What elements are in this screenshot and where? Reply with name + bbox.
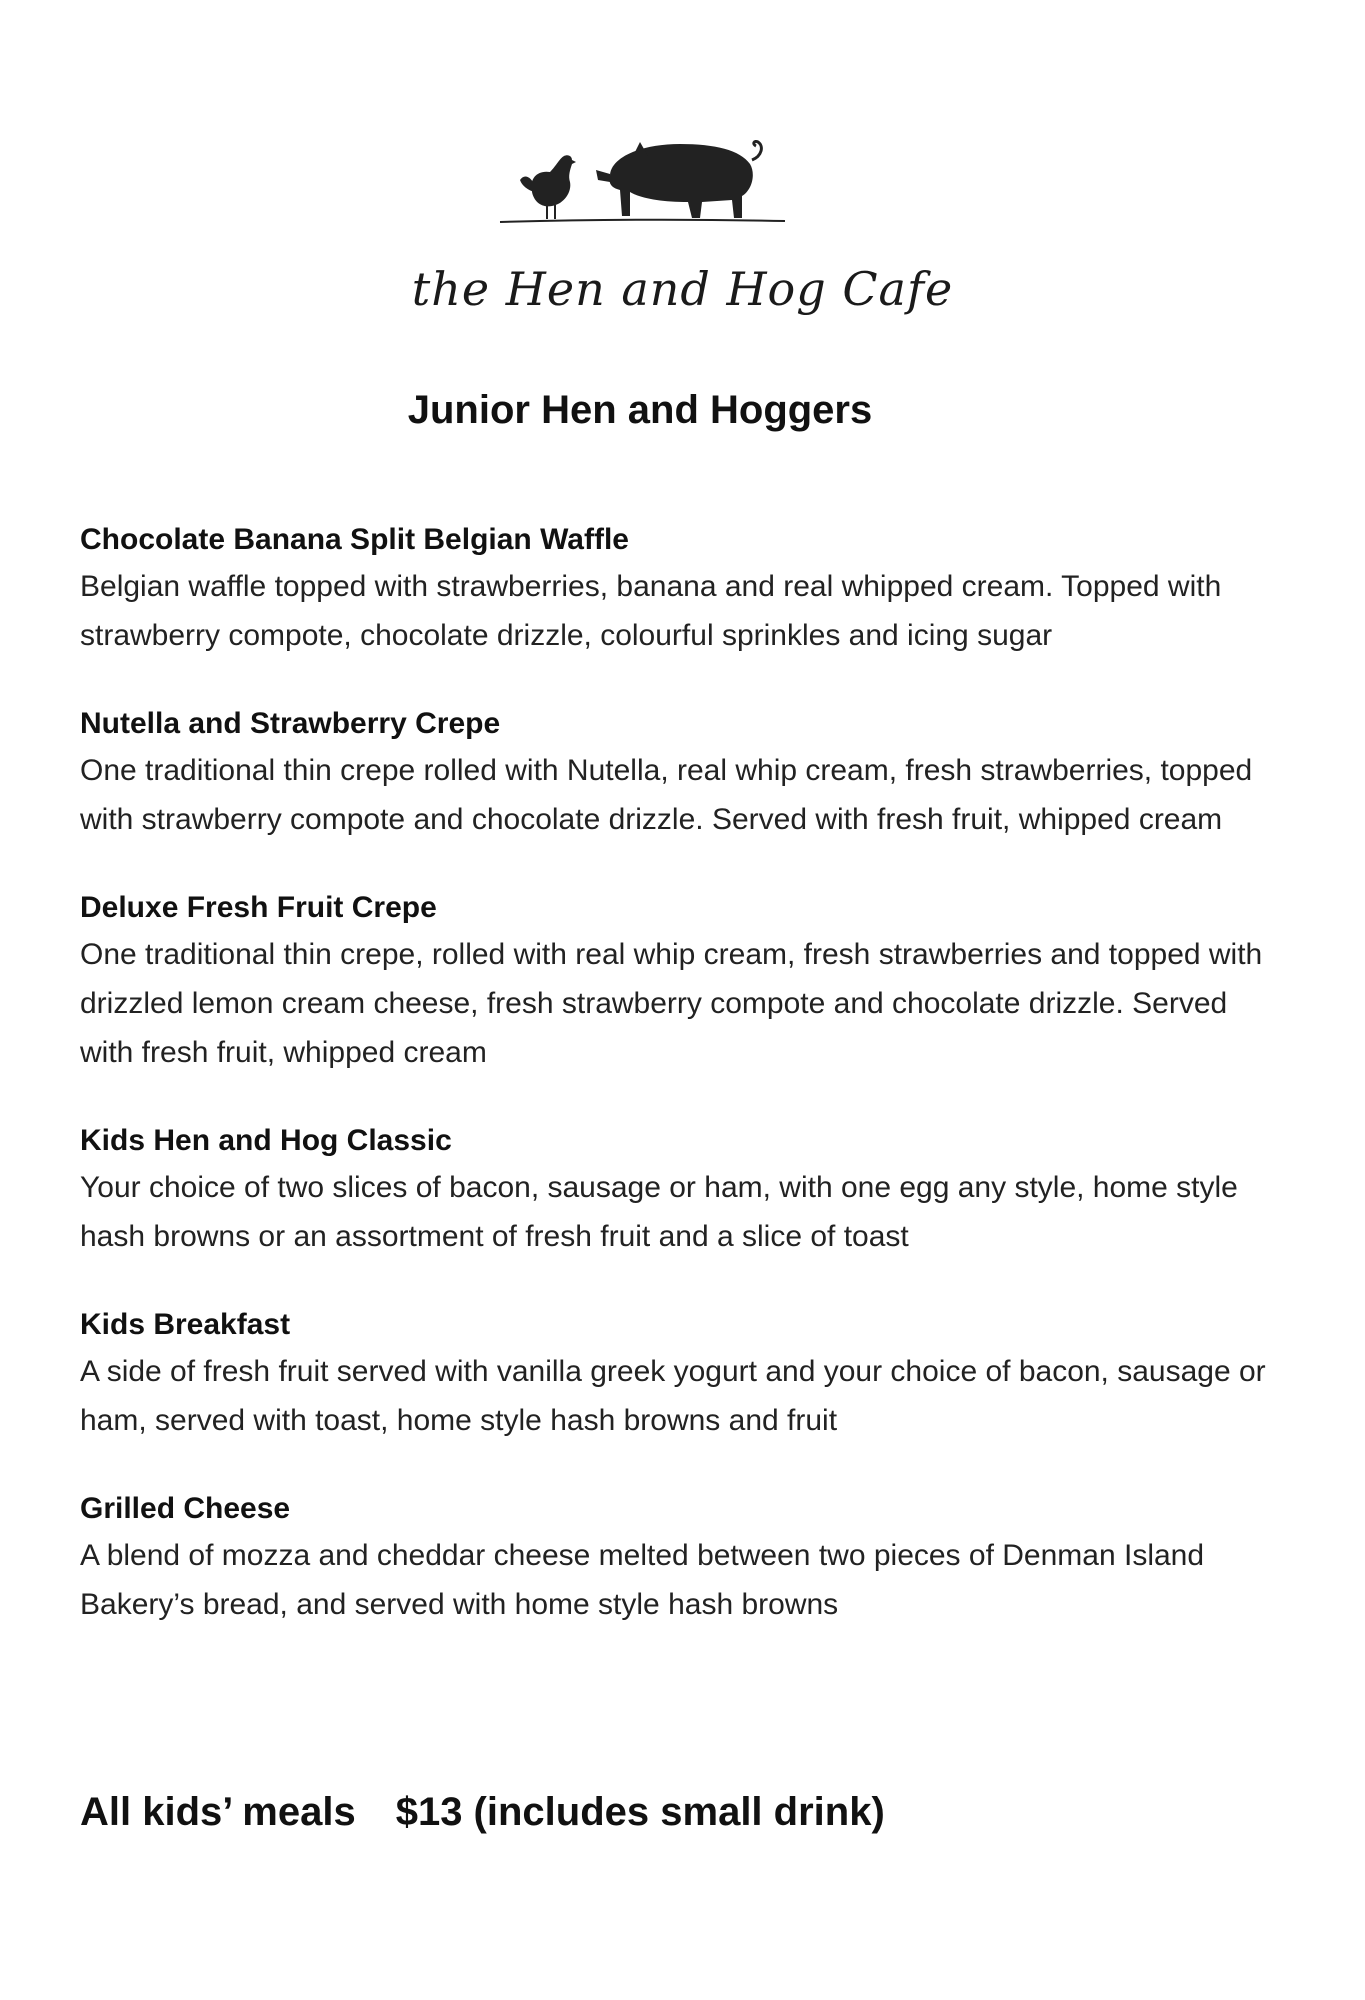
cafe-name: the Hen and Hog Cafe (411, 262, 954, 316)
price-label: All kids’ meals (80, 1790, 356, 1834)
menu-item-name: Grilled Cheese (80, 1492, 291, 1525)
menu-item-description: Belgian waffle topped with strawberries, banana and real whipped cream. Topped with strawberry compote, chocolate drizzle, colourful sprinkles and icing sugar (80, 570, 1222, 652)
menu-item-name: Kids Breakfast (80, 1308, 291, 1341)
menu-item-description: A blend of mozza and cheddar cheese melted between two pieces of Denman Island Bakery’s bread, and served with home style hash browns (80, 1539, 1205, 1621)
menu-item-description: One traditional thin crepe rolled with Nutella, real whip cream, fresh strawberries, topped with strawberry compote and chocolate drizzle. Served with fresh fruit, whipped cream (80, 754, 1253, 836)
hen-and-hog-logo-icon (490, 130, 790, 230)
menu-item (80, 1487, 1280, 1629)
menu-heading: Junior Hen and Hoggers (407, 388, 873, 432)
menu-item-name: Deluxe Fresh Fruit Crepe (80, 891, 437, 924)
menu-item-description: One traditional thin crepe, rolled with real whip cream, fresh strawberries and topped with drizzled lemon cream cheese, fresh strawberry compote and chocolate drizzle. Served with fresh fruit, whipped cream (80, 938, 1263, 1069)
menu-item-name: Kids Hen and Hog Classic (80, 1124, 452, 1157)
menu-item-name: Chocolate Banana Split Belgian Waffle (80, 523, 629, 556)
menu-item (80, 886, 1280, 1077)
menu-list (80, 518, 1280, 1671)
menu-item (80, 1119, 1280, 1261)
menu-item-description: Your choice of two slices of bacon, sausage or ham, with one egg any style, home style hash browns or an assortment of fresh fruit and a slice of toast (80, 1171, 1238, 1253)
menu-item-name: Nutella and Strawberry Crepe (80, 707, 501, 740)
kids-price-line (80, 1790, 885, 1835)
menu-item-description: A side of fresh fruit served with vanilla greek yogurt and your choice of bacon, sausage or ham, served with toast, home style hash browns and fruit (80, 1355, 1266, 1437)
menu-item (80, 1303, 1280, 1445)
menu-item (80, 518, 1280, 660)
menu-item (80, 702, 1280, 844)
price-value: $13 (includes small drink) (395, 1790, 885, 1834)
